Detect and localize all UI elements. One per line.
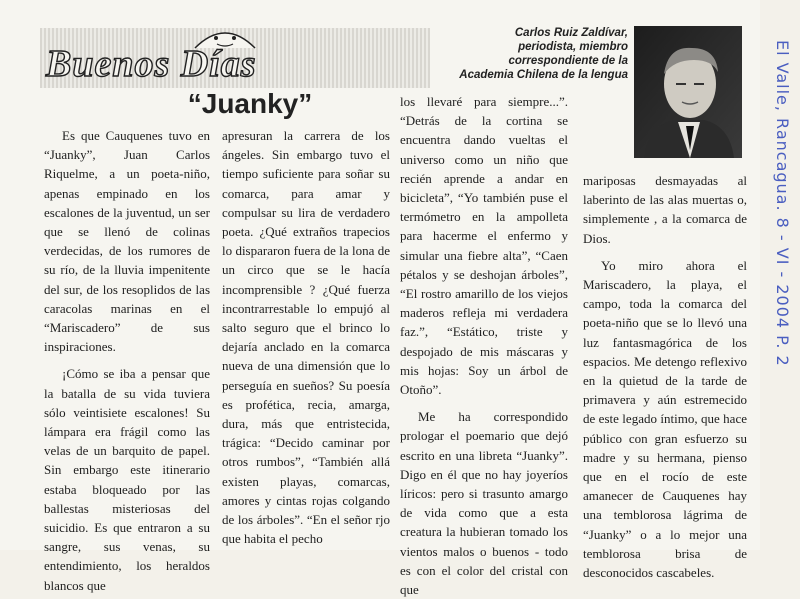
author-byline	[440, 26, 628, 82]
paragraph: apresuran la carrera de los ángeles. Sin embargo tuvo el tiempo suficiente para soñar su comarca, para amar y compulsar su lira de verdadero poeta. ¿Qué extraños trapecios lo dispararon fuera de la lona de un circo que se le hacía incomprensible ? ¿Qué fuerza incontrarrestable lo empujó al salto seguro que el brinco lo dejaría anclado en la comarca nueva de una dimensión que lo perseguía en sueños? Su poesía es profética, recia, amarga, dura, más que entristecida, trágica: “Decido caminar por otros rumbos”, “También allá existen playas, comarcas, amores y cintas rojas colgando de los árboles”. “En el señor rjo que habita el pecho	[222, 128, 390, 547]
paragraph: Es que Cauquenes tuvo en “Juanky”, Juan Carlos Riquelme, a un poeta-niño, apenas empinado en los escalones de la juventud, un ser que se llenó de colinas verdecidas, de los rumores de su río, de la lluvia impenitente del sur, de los resoplidos de las caracolas marinas en el “Mariscadero” de sus inspiraciones.	[44, 128, 210, 355]
article-column-3	[400, 92, 568, 599]
paragraph: los llevaré para siempre...”. “Detrás de la cortina se encuentra dando vueltas el universo como un niño que recién aprende a andar en bicicleta”, “Yo también puse el termómetro en la ampolleta para hacerme el enfermo y simular una fiebre alta”, “Caen pétalos y se deshojan árboles”, “El rostro amarillo de los viejos maderos refleja mi verdadera faz.”, “Estático, triste y despojado de mis máscaras y mis hojas: Soy un árbol de Otoño”.	[400, 94, 568, 398]
masthead-title: Buenos Días	[46, 43, 257, 85]
author-portrait-photo	[634, 26, 742, 158]
article-headline: “Juanky”	[187, 88, 313, 119]
paragraph: ¡Cómo se iba a pensar que la batalla de su vida tuviera sólo veintisiete escalones! Su lámpara era frágil como las velas de un barquito de papel. Sin embargo este itinerario estaba bloqueado por las ballestas misteriosas del suicidio. Es que entraron a su sangre, sus venas, su entendimiento, los heraldos blancos que	[44, 366, 210, 593]
paragraph: mariposas desmayadas al laberinto de las alas muertas o, simplemente , a la comarca de Dios.	[583, 173, 747, 246]
byline-line3: correspondiente de la	[508, 55, 628, 67]
article-column-2	[222, 126, 390, 548]
byline-line4: Academia Chilena de la lengua	[459, 69, 628, 81]
article-column-4	[583, 171, 747, 582]
byline-name: Carlos Ruiz Zaldívar,	[514, 27, 628, 39]
handwritten-source-note: El Valle, Rancagua. 8 - VI - 2004 P. 2	[773, 40, 792, 367]
paragraph: Me ha correspondido prologar el poemario que dejó escrito en una libreta “Juanky”. Digo en él que no hay joyeríos líricos: pero si trasunto amargo de vida como que a esta creatura la hubieran tomado los vientos malos o buenos - todo es con el color del cristal con que	[400, 409, 568, 598]
article-column-1	[44, 126, 210, 595]
paragraph: Yo miro ahora el Mariscadero, la playa, el campo, toda la comarca del poeta-niño que se lo llevó una luz fantasmagórica de los espacios. Me detengo reflexivo en la quietud de la tarde de primavera y aún estremecido de este legado íntimo, que hace público con gran esfuerzo su madre y su hermana, pienso que en el rocío de este amanecer de Cauquenes hay una temblorosa lágrima de “Juanky” o a lo mejor una temblorosa brisa de desconocidos cascabeles.	[583, 257, 747, 581]
byline-line2: periodista, miembro	[518, 41, 628, 53]
